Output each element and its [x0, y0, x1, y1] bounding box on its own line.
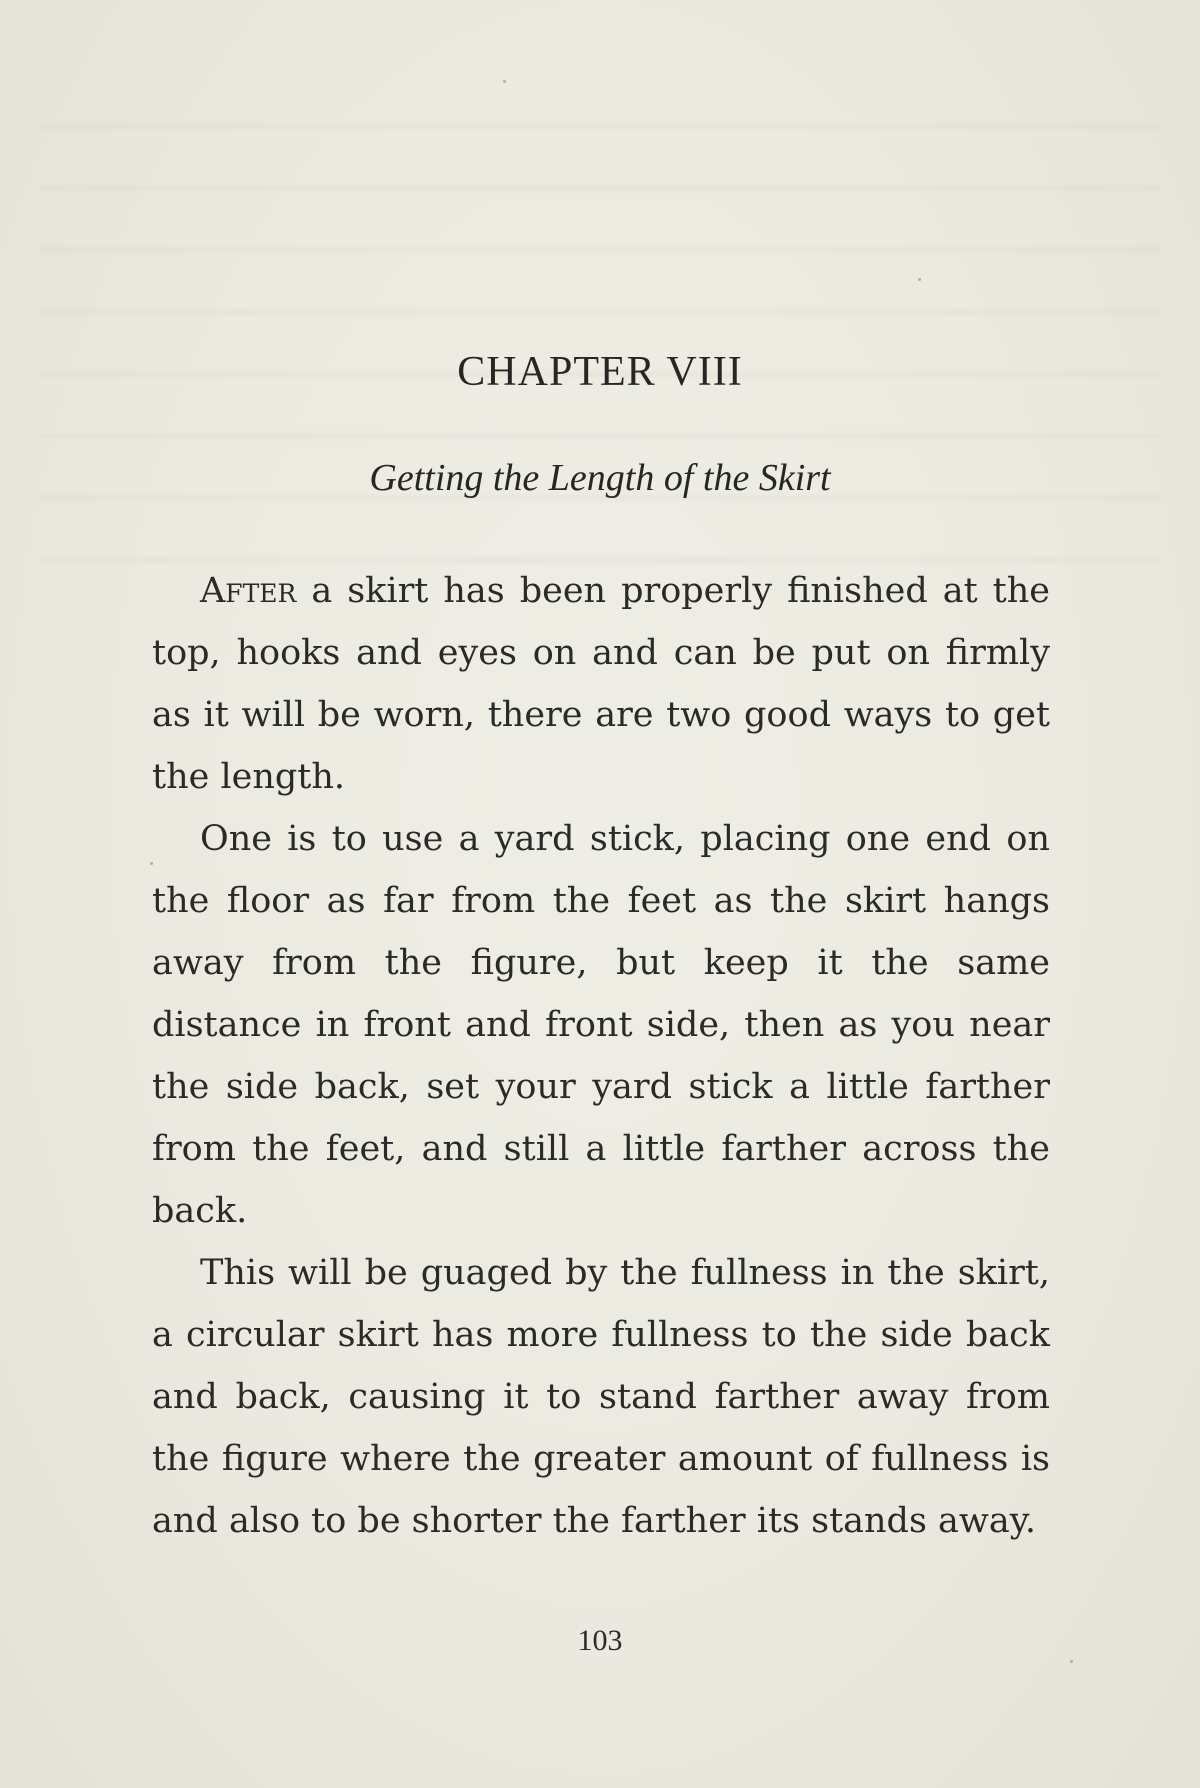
chapter-body	[152, 560, 1050, 1552]
paragraph	[152, 560, 1050, 808]
chapter-title: CHAPTER VIII	[457, 349, 743, 395]
paragraph: This will be guaged by the fullness in the skirt, a circular skirt has more fullness to the side back and back, causing it to stand farther away from the figure where the greater amount of fullness is and also to be shorter the farther its stands away.	[152, 1253, 1050, 1541]
paragraph-text: a skirt has been properly finished at the top, hooks and eyes on and can be put on firmly as it will be worn, there are two good ways to get the length.	[152, 571, 1050, 797]
chapter-subtitle: Getting the Length of the Skirt	[369, 457, 831, 499]
paper-speck	[1070, 1660, 1073, 1663]
show-through-texture	[40, 80, 1160, 600]
page-number: 103	[577, 1624, 623, 1657]
paragraph-lead-word: After	[200, 571, 297, 611]
paper-speck	[503, 80, 506, 83]
paragraph: One is to use a yard stick, placing one end on the floor as far from the feet as the skirt hangs away from the figure, but keep it the same distance in front and front side, then as you near the side back, set your yard stick a little farther from the feet, and still a little farther across the back.	[152, 819, 1050, 1231]
paper-speck	[918, 278, 921, 281]
